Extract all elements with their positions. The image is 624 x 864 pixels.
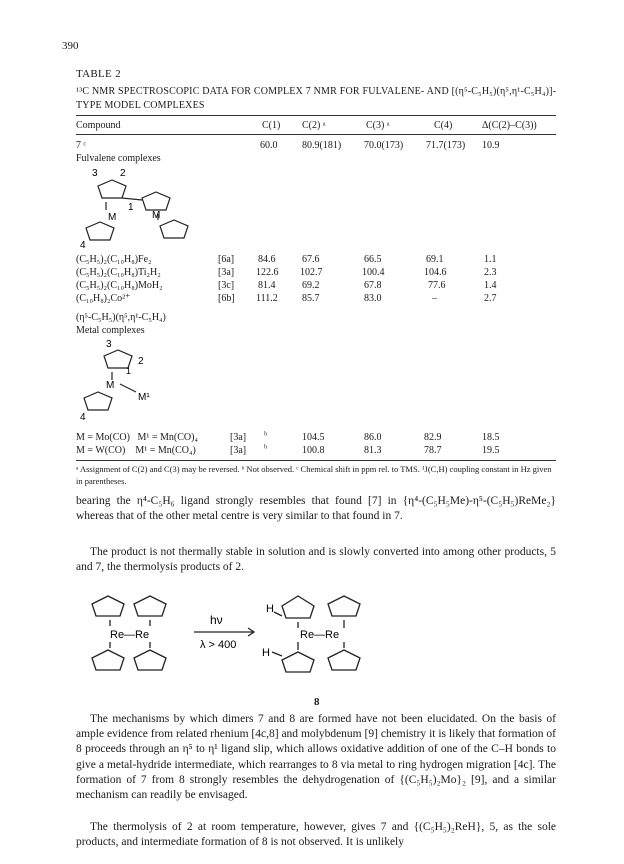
fulvalene-ring-left (98, 180, 126, 198)
fulvalene-row-3-c4: 77.6 (428, 280, 446, 291)
paragraph-4 (76, 820, 556, 850)
paragraph-3 (76, 712, 556, 803)
table-label: TABLE 2 (76, 68, 121, 80)
fulvalene-row-2-ref: [3a] (218, 267, 235, 278)
metal-row-1-delta: 18.5 (482, 432, 500, 443)
header-c2: C(2) ᵃ (302, 120, 326, 131)
fulvalene-row-3-c1: 81.4 (258, 280, 276, 291)
table-top-rule (76, 115, 556, 116)
section-fulvalene: Fulvalene complexes (76, 153, 161, 164)
row7-compound: 7 ᶜ (76, 140, 87, 151)
metal-row-1-c1: ᵇ (264, 430, 268, 441)
h-label-top: H (266, 603, 274, 615)
fulvalene-row-4-delta: 2.7 (484, 293, 497, 304)
fulvalene-row-2-c1: 122.6 (256, 267, 279, 278)
header-c4: C(4) (434, 120, 453, 131)
table-footnotes: ᵃ Assignment of C(2) and C(3) may be reversed. ᵇ Not observed. ᶜ Chemical shift in ppm rel. to TMS. ¹J(C,H) coupling constant in Hz given in parentheses. (76, 464, 552, 486)
row7-delta: 10.9 (482, 140, 500, 151)
fulvalene-row-1-delta: 1.1 (484, 254, 497, 265)
diagram-label-4: 4 (80, 240, 86, 250)
metal-label-4: 4 (80, 412, 86, 423)
fulvalene-row-4-ref: [6b] (218, 293, 235, 304)
metal-row-2-c2: 100.8 (302, 445, 325, 456)
right-cp-bottom-1 (282, 652, 314, 672)
metal-row-2-compound: M = W(CO) M¹ = Mn(CO₄) (76, 445, 196, 456)
header-delta: Δ(C(2)–C(3)) (482, 120, 537, 131)
diagram-label-m-right: M (152, 210, 161, 221)
metal-row-2-delta: 19.5 (482, 445, 500, 456)
diagram-label-2: 2 (120, 168, 126, 179)
metal-row-1-c2: 104.5 (302, 432, 325, 443)
fulvalene-row-3-ref: [3c] (218, 280, 235, 291)
fulvalene-row-2-compound: (C₅H₅)₂(C₁₀H₈)Ti₂H₂ (76, 267, 161, 278)
left-cp-top-1 (92, 596, 124, 616)
left-re-re-label: Re—Re (110, 629, 150, 641)
left-cp-bottom-2 (134, 650, 166, 670)
metal-row-2-c3: 81.3 (364, 445, 382, 456)
left-cp-bottom-1 (92, 650, 124, 670)
fulvalene-row-4-c4: – (432, 293, 437, 304)
metal-complex-structure-diagram (76, 338, 206, 424)
fulvalene-row-1-c1: 84.6 (258, 254, 276, 265)
metal-row-1-c4: 82.9 (424, 432, 442, 443)
paragraph-2-text: The product is not thermally stable in solution and is slowly converted into among other products, 5 and 7, the thermolysis products of 2. (76, 546, 556, 574)
right-cp-top-1 (282, 596, 314, 618)
paragraph-3-text: The mechanisms by which dimers 7 and 8 are formed have not been elucidated. On the basis of ample evidence from related rhenium [4c,8] and molybdenum [9] chemistry it is likely that formation of 8 proceeds through an η⁵ to η¹ ligand slip, which allows oxidative addition of one of the C–H bonds to give a metal-hydride intermediate, which rearranges to 8 via metal to ring hydrogen migration [4c]. The formation of 7 from 8 strongly resembles the dehydrogenation of {(C₅H₅)₂Mo}₂ [9], and a similar mechanism can readily be envisaged. (76, 713, 556, 802)
row7-c1: 60.0 (260, 140, 278, 151)
reaction-scheme (76, 582, 556, 686)
fulvalene-row-3-compound: (C₅H₅)₂(C₁₀H₈)MoH₂ (76, 280, 163, 291)
row7-c3: 70.0(173) (364, 140, 404, 151)
fulvalene-row-3-delta: 1.4 (484, 280, 497, 291)
header-compound: Compound (76, 120, 121, 131)
table-bottom-rule (76, 460, 556, 461)
row7-c4: 71.7(173) (426, 140, 466, 151)
metal-row-2-c1: ᵇ (264, 443, 268, 454)
table-header-rule (76, 134, 556, 135)
metal-label-1: 1 (126, 366, 132, 376)
fulvalene-row-1-compound: (C₅H₅)₂(C₁₀H₈)Fe₂ (76, 254, 152, 265)
row7-c2: 80.9(181) (302, 140, 342, 151)
arrow-label-lambda: λ > 400 (200, 639, 237, 651)
fulvalene-ring-right (142, 192, 170, 210)
right-cp-top-2 (328, 596, 360, 616)
fulvalene-row-3-c2: 69.2 (302, 280, 320, 291)
compound-number-8: 8 (314, 696, 320, 708)
cp-ring-left (86, 222, 114, 240)
diagram-label-1: 1 (128, 202, 134, 213)
metal-label-2: 2 (138, 356, 144, 367)
diagram-label-3: 3 (92, 168, 98, 179)
paragraph-2 (76, 545, 556, 575)
header-c1: C(1) (262, 120, 281, 131)
fulvalene-row-1-c3: 66.5 (364, 254, 382, 265)
metal-row-2-c4: 78.7 (424, 445, 442, 456)
metal-label-m: M (106, 380, 115, 391)
fulvalene-row-4-compound: (C₁₀H₈)₂Co²⁺ (76, 293, 131, 304)
metal-label-m1: M¹ (138, 392, 150, 403)
fulvalene-row-1-c4: 69.1 (426, 254, 444, 265)
right-cp-bottom-2 (328, 650, 360, 670)
fulvalene-row-2-c2: 102.7 (300, 267, 323, 278)
fulvalene-structure-diagram (76, 166, 206, 250)
page-number: 390 (62, 40, 79, 52)
fulvalene-row-4-c3: 83.0 (364, 293, 382, 304)
right-re-re-label: Re—Re (300, 629, 340, 641)
arrow-label-hv: hν (210, 613, 223, 627)
cp-ring-right (160, 220, 188, 238)
metal-label-3: 3 (106, 339, 112, 350)
h-label-bottom: H (262, 647, 270, 659)
fulvalene-row-3-c3: 67.8 (364, 280, 382, 291)
fulvalene-row-4-c1: 111.2 (256, 293, 278, 304)
paragraph-4-text: The thermolysis of 2 at room temperature, however, gives 7 and {(C₅H₅)₂ReH}, 5, as the sole products, and intermediate formation of 8 is not observed. It is unlikely (76, 821, 556, 849)
section-metal-title: (η⁵-C₅H₅)(η⁵,η¹-C₅H₄) (76, 312, 166, 323)
fulvalene-row-1-c2: 67.6 (302, 254, 320, 265)
metal-row-2-ref: [3a] (230, 445, 247, 456)
left-cp-top-2 (134, 596, 166, 616)
fulvalene-row-2-c3: 100.4 (362, 267, 385, 278)
section-metal: Metal complexes (76, 325, 145, 336)
header-c3: C(3) ᵃ (366, 120, 390, 131)
paragraph-1: bearing the η⁴-C₅H₆ ligand strongly resembles that found [7] in {η⁴-(C₅H₅Me)-η⁵-(C₅H₅)ReMe₂} whereas that of the other metal centre is very similar to that found in 7. (76, 495, 556, 523)
table-caption: ¹³C NMR SPECTROSCOPIC DATA FOR COMPLEX 7 NMR FOR FULVALENE- AND [(η⁵-C₅H₅)(η⁵,η¹-C₅H₄)]-TYPE MODEL COMPLEXES (76, 86, 557, 111)
metal-row-1-c3: 86.0 (364, 432, 382, 443)
diagram-label-m-left: M (108, 212, 117, 223)
fulvalene-row-1-ref: [6a] (218, 254, 235, 265)
metal-cp-ring-bottom (84, 392, 112, 410)
fulvalene-row-4-c2: 85.7 (302, 293, 320, 304)
metal-row-1-ref: [3a] (230, 432, 247, 443)
fulvalene-row-2-c4: 104.6 (424, 267, 447, 278)
metal-row-1-compound: M = Mo(CO) M¹ = Mn(CO)₄ (76, 432, 198, 443)
fulvalene-row-2-delta: 2.3 (484, 267, 497, 278)
